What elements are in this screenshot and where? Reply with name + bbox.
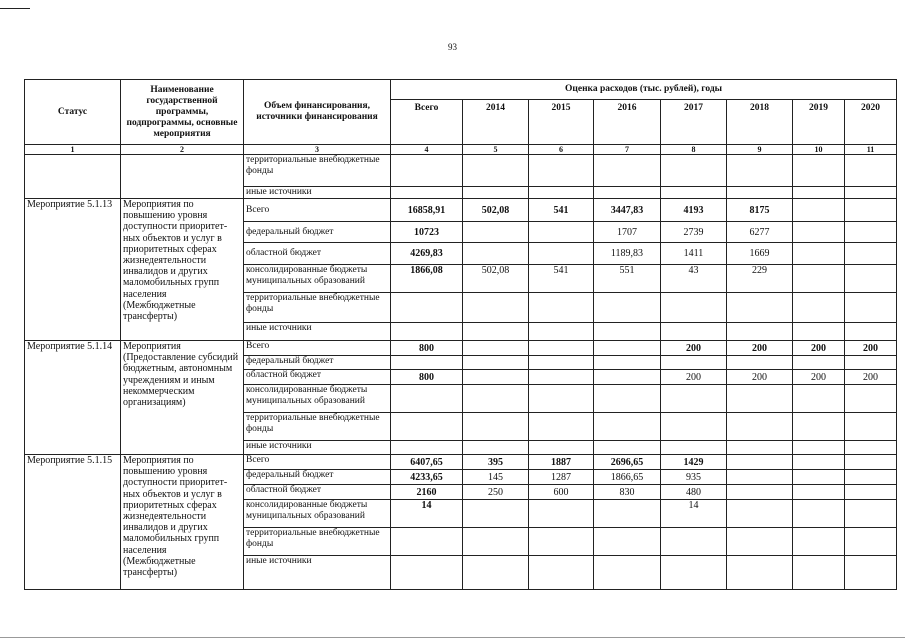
source-label: федеральный бюджет [244,470,391,485]
source-label: Всего [244,199,391,222]
header-year-2017: 2017 [661,100,727,145]
source-label: иные источники [244,323,391,341]
table-cell-value: 830 [594,485,661,500]
table-cell-value: 6277 [727,222,793,243]
header-year-2018: 2018 [727,100,793,145]
col-number: 11 [845,145,897,155]
table-cell-value [793,485,845,500]
budget-table [24,79,897,590]
measure-name: Мероприятия по повышению уровня доступности приоритет-ных объектов и услуг в приоритетных сферах жизнедеятельности инвалидов и других маломобильных групп населения (Межбюджетные трансферты) [121,455,244,590]
table-cell-value: 14 [391,500,463,528]
table-row [25,155,897,187]
source-label: территориальные внебюджетные фонды [244,413,391,441]
table-cell-value [793,243,845,265]
source-label: федеральный бюджет [244,222,391,243]
table-cell-value: 43 [661,265,727,293]
table-cell-value [463,341,529,356]
table-cell-value [529,500,594,528]
table-cell-value [793,199,845,222]
table-cell-value [727,470,793,485]
source-label: Всего [244,455,391,470]
table-cell-value: 4269,83 [391,243,463,265]
table-cell-value: 200 [845,370,897,385]
table-cell-value [845,265,897,293]
table-cell-value [463,370,529,385]
table-cell-value [845,243,897,265]
table-cell-value: 200 [845,341,897,356]
table-cell-value: 1189,83 [594,243,661,265]
table-cell-value [463,222,529,243]
table-cell-value: 6407,65 [391,455,463,470]
table-cell-value [463,500,529,528]
table-cell-value: 200 [793,370,845,385]
page-number: 93 [448,42,457,52]
table-cell-value [845,222,897,243]
col-number: 4 [391,145,463,155]
table-cell-value: 2160 [391,485,463,500]
table-cell-value [845,199,897,222]
table-cell-value: 3447,83 [594,199,661,222]
header-year-2016: 2016 [594,100,661,145]
col-number: 7 [594,145,661,155]
table-cell-value [727,485,793,500]
table-cell-value: 4233,65 [391,470,463,485]
col-number: 1 [25,145,121,155]
table-cell-value: 2739 [661,222,727,243]
header-name: Наименование государственной программы, подпрограммы, основные мероприятия [121,80,244,145]
measure-name: Мероприятия (Предоставление субсидий бюджетным, автономным учреждениям и иным некоммерческим организациям) [121,341,244,455]
table-cell-value: 1287 [529,470,594,485]
table-cell-value: 1707 [594,222,661,243]
table-cell-value: 229 [727,265,793,293]
table-cell-value: 551 [594,265,661,293]
table-cell-value: 541 [529,265,594,293]
table-cell-value: 2696,65 [594,455,661,470]
table-cell-value [793,222,845,243]
source-label: консолидированные бюджеты муниципальных образований [244,265,391,293]
col-number: 5 [463,145,529,155]
source-label: областной бюджет [244,370,391,385]
table-cell-value [793,265,845,293]
table-cell-value: 200 [727,341,793,356]
col-number: 2 [121,145,244,155]
header-financing: Объем финансирования, источники финансирования [244,80,391,145]
table-cell-value [793,470,845,485]
measure-name: Мероприятия по повышению уровня доступности приоритет-ных объектов и услуг в приоритетных сферах жизнедеятельности инвалидов и других маломобильных групп населения (Межбюджетные трансферты) [121,199,244,341]
col-number: 9 [727,145,793,155]
table-cell-value: 250 [463,485,529,500]
table-cell-value [845,455,897,470]
table-cell-value: 800 [391,341,463,356]
top-rule [0,8,30,9]
scan-line [0,637,905,638]
table-cell-value [463,243,529,265]
header-status: Статус [25,80,121,145]
table-cell-value: 502,08 [463,199,529,222]
table-cell-value: 1887 [529,455,594,470]
table-cell-value [845,485,897,500]
table-cell-value: 200 [661,370,727,385]
table-cell-value: 14 [661,500,727,528]
table-cell-value [845,500,897,528]
source-label: территориальные внебюджетные фонды [244,528,391,556]
table-cell-value: 1669 [727,243,793,265]
table-cell-value [793,500,845,528]
table-cell-value: 1866,08 [391,265,463,293]
table-cell-value: 480 [661,485,727,500]
source-label: иные источники [244,187,391,199]
table-cell-value: 395 [463,455,529,470]
table-cell-value [727,455,793,470]
table-cell-value: 10723 [391,222,463,243]
source-label: иные источники [244,556,391,590]
header-year-2014: 2014 [463,100,529,145]
measure-status: Мероприятие 5.1.15 [25,455,121,590]
col-number: 3 [244,145,391,155]
col-number: 10 [793,145,845,155]
source-label: консолидированные бюджеты муниципальных образований [244,500,391,528]
table-cell-value [529,341,594,356]
table-cell-value [529,370,594,385]
table-row [25,199,897,222]
header-estimate: Оценка расходов (тыс. рублей), годы [391,80,897,100]
header-year-2019: 2019 [793,100,845,145]
header-year-2015: 2015 [529,100,594,145]
table-cell-value [529,222,594,243]
table-cell-value: 4193 [661,199,727,222]
measure-status: Мероприятие 5.1.14 [25,341,121,455]
table-cell-value: 1429 [661,455,727,470]
table-row [25,341,897,356]
table-cell-value: 935 [661,470,727,485]
table-cell-value [594,341,661,356]
table-cell-value [793,455,845,470]
table-cell-value: 600 [529,485,594,500]
table-cell-value: 800 [391,370,463,385]
table-cell-value [594,370,661,385]
table-row [25,455,897,470]
source-label: областной бюджет [244,243,391,265]
header-year-2020: 2020 [845,100,897,145]
table-cell-value: 200 [793,341,845,356]
measure-status: Мероприятие 5.1.13 [25,199,121,341]
source-label: областной бюджет [244,485,391,500]
source-label: иные источники [244,441,391,455]
table-cell-value: 200 [661,341,727,356]
table-cell-value [727,500,793,528]
header-year-total: Всего [391,100,463,145]
source-label: федеральный бюджет [244,356,391,370]
table-cell-value: 8175 [727,199,793,222]
source-label: консолидированные бюджеты муниципальных образований [244,385,391,413]
table-cell-value: 502,08 [463,265,529,293]
source-label: территориальные внебюджетные фонды [244,293,391,323]
col-number: 8 [661,145,727,155]
table-cell-value: 1866,65 [594,470,661,485]
table-cell-value [845,470,897,485]
source-label: Всего [244,341,391,356]
table-cell-value [529,243,594,265]
table-cell-value: 16858,91 [391,199,463,222]
table-cell-value: 145 [463,470,529,485]
table-cell-value: 541 [529,199,594,222]
table-cell-value: 1411 [661,243,727,265]
table-cell-value [594,500,661,528]
table-cell-value: 200 [727,370,793,385]
col-number: 6 [529,145,594,155]
source-label: территориальные внебюджетные фонды [244,155,391,187]
